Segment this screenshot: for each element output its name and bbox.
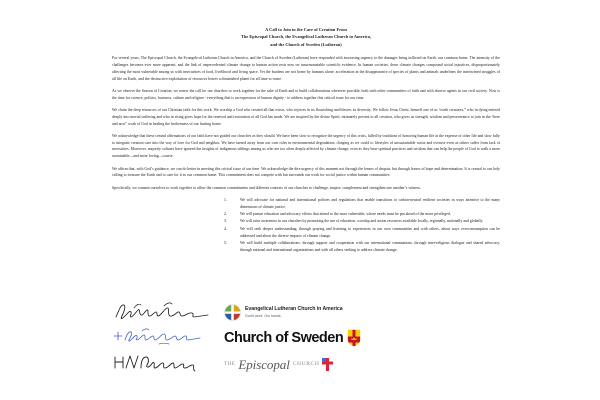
elca-logo (224, 300, 343, 324)
elca-cross-emblem (224, 304, 241, 321)
paragraph-4: We acknowledge that these central affirmations of our faith have not guided our churches as they should. We have been slow to recognize the urgency of this crisis, lulled by traditions of honoring human life at the expense of other life and slow fully to integrate creation care into the way of love for God and neighbor. We have turned away from our own roles in environmental degradation, clinging as we could to lifestyles of unsustainable waste and overuse even as others suffer from lack of necessities. Moreover, majority cultures have ignored the insights of indigenous siblings among us who are too often deeply affected by climate change, even as they bear spiritual practices and wisdom that can help the people of God to walk a more sustainable—and more loving—course. (112, 133, 500, 159)
paragraph-specifically: Specifically, we commit ourselves to work together to allow the common commitments and different contexts of our churches to challenge, inspire, complement and strengthen one another’s witness. (112, 185, 422, 190)
episcopal-church-logo (224, 352, 333, 376)
document-body (112, 55, 500, 254)
list-item: We will build multiple collaborations: through support and cooperation with our international communions, through inter-religious dialogue and shared advocacy, through national and international organizations and with all others seeking to address climate change. (240, 241, 500, 252)
list-item: We will advocate for national and international policies and regulations that enable transitions to carbon-neutral resilient societies in ways attentive to the many dimensions of climate justice. (240, 197, 500, 209)
episcopal-the-label: THE (224, 361, 236, 367)
elca-wordmark (245, 306, 343, 317)
church-of-sweden-wordmark: Church of Sweden (224, 329, 344, 346)
elizabeth-eaton-signature (112, 300, 217, 324)
list-item: We will pursue education and advocacy efforts that attend to the most vulnerable, whose needs must be put ahead of the more privileged. (240, 212, 451, 217)
paragraph-1: For several years, The Episcopal Church, the Evangelical Lutheran Church in America, and the Church of Sweden (Lutheran) have responded with increasing urgency to the damages being inflicted on Earth, our common home. The intensity of the challenges becomes ever more apparent, and the link of unprecedented climate change to human action rests now on insurmountable scientific evidence. In human societies, these climate changes compound social injustices, disproportionately affecting the most vulnerable among us with insecurities of food, livelihood and living space. Yet the burdens are not borne by humans alone: acceleration in the disappearance of species of plants and animals underlines the intertwined struggles of all life on Earth, and the destructive exploitation of resources leaves a diminished planet for all time to come. (112, 56, 500, 81)
antje-jackelen-signature (112, 326, 217, 350)
episcopal-church-label: CHURCH (292, 361, 320, 367)
signatory-row-elca (112, 300, 532, 326)
title-line-3: and the Church of Sweden (Lutheran) (270, 41, 342, 47)
paragraph-3: We claim the deep resources of our Christian faith for this work. We worship a God who created all that exists, who rejoices in its flourishing and blesses its diversity. We follow Jesus Christ, himself one of us “earth creatures,” who in dying entered deeply into mortal suffering and who in rising gives hope for the renewal and restoration of all God has made. We are inspired by the divine Spirit, intimately present to all creation, who gives us strength, wisdom and perseverance to join in the “here and now” work of God in healing the brokenness of our hurting home. (112, 107, 500, 126)
list-item: We will raise awareness in our churches by promoting the use of education, worship and action resources available locally, regionally, nationally and globally. (240, 219, 484, 224)
church-of-sweden-logo (224, 326, 361, 350)
signature-block (112, 300, 532, 378)
michael-curry-signature (112, 352, 217, 376)
title-line-1: A Call to Join in the Care of Creation From (265, 27, 347, 32)
paragraph-2: As we observe the Season of Creation, we renew the call for our churches to work together for the sake of Earth and to build collaborations wherever possible, both with other communities of faith and with diverse agents in our civil society. Now is the time for science, politics, business, culture and religion - everything that is an expression of human dignity - to address together this critical issue for our time. (112, 88, 500, 100)
signatory-row-church-of-sweden (112, 326, 532, 352)
commitments-list (112, 197, 500, 254)
church-of-sweden-shield (347, 329, 361, 347)
episcopal-cross (322, 358, 333, 371)
elca-tagline: God's work. Our hands. (245, 313, 282, 318)
signatory-row-episcopal (112, 352, 532, 378)
paragraph-5: We affirm that, with God’s guidance, we can do better in meeting this critical issue of our time. We acknowledge the dire urgency of this moment not through the lenses of despair, but through lenses of hope and determination. It is central to our holy calling to treasure the Earth and to care for it as our common home. This commitment does not compete with but surrounds our work for social justice within human communities. (112, 166, 500, 178)
episcopal-wordmark: Episcopal (238, 356, 290, 372)
title-line-2: The Episcopal Church, the Evangelical Lutheran Church in America, (240, 34, 372, 40)
list-item: We will seek deeper understanding, through praying and listening to experiences in our own communities and with others, about ways overconsumption can be addressed and about the diverse impacts of climate change. (240, 226, 500, 238)
elca-organization-name: Evangelical Lutheran Church in America (245, 306, 343, 313)
document-title (112, 26, 500, 48)
